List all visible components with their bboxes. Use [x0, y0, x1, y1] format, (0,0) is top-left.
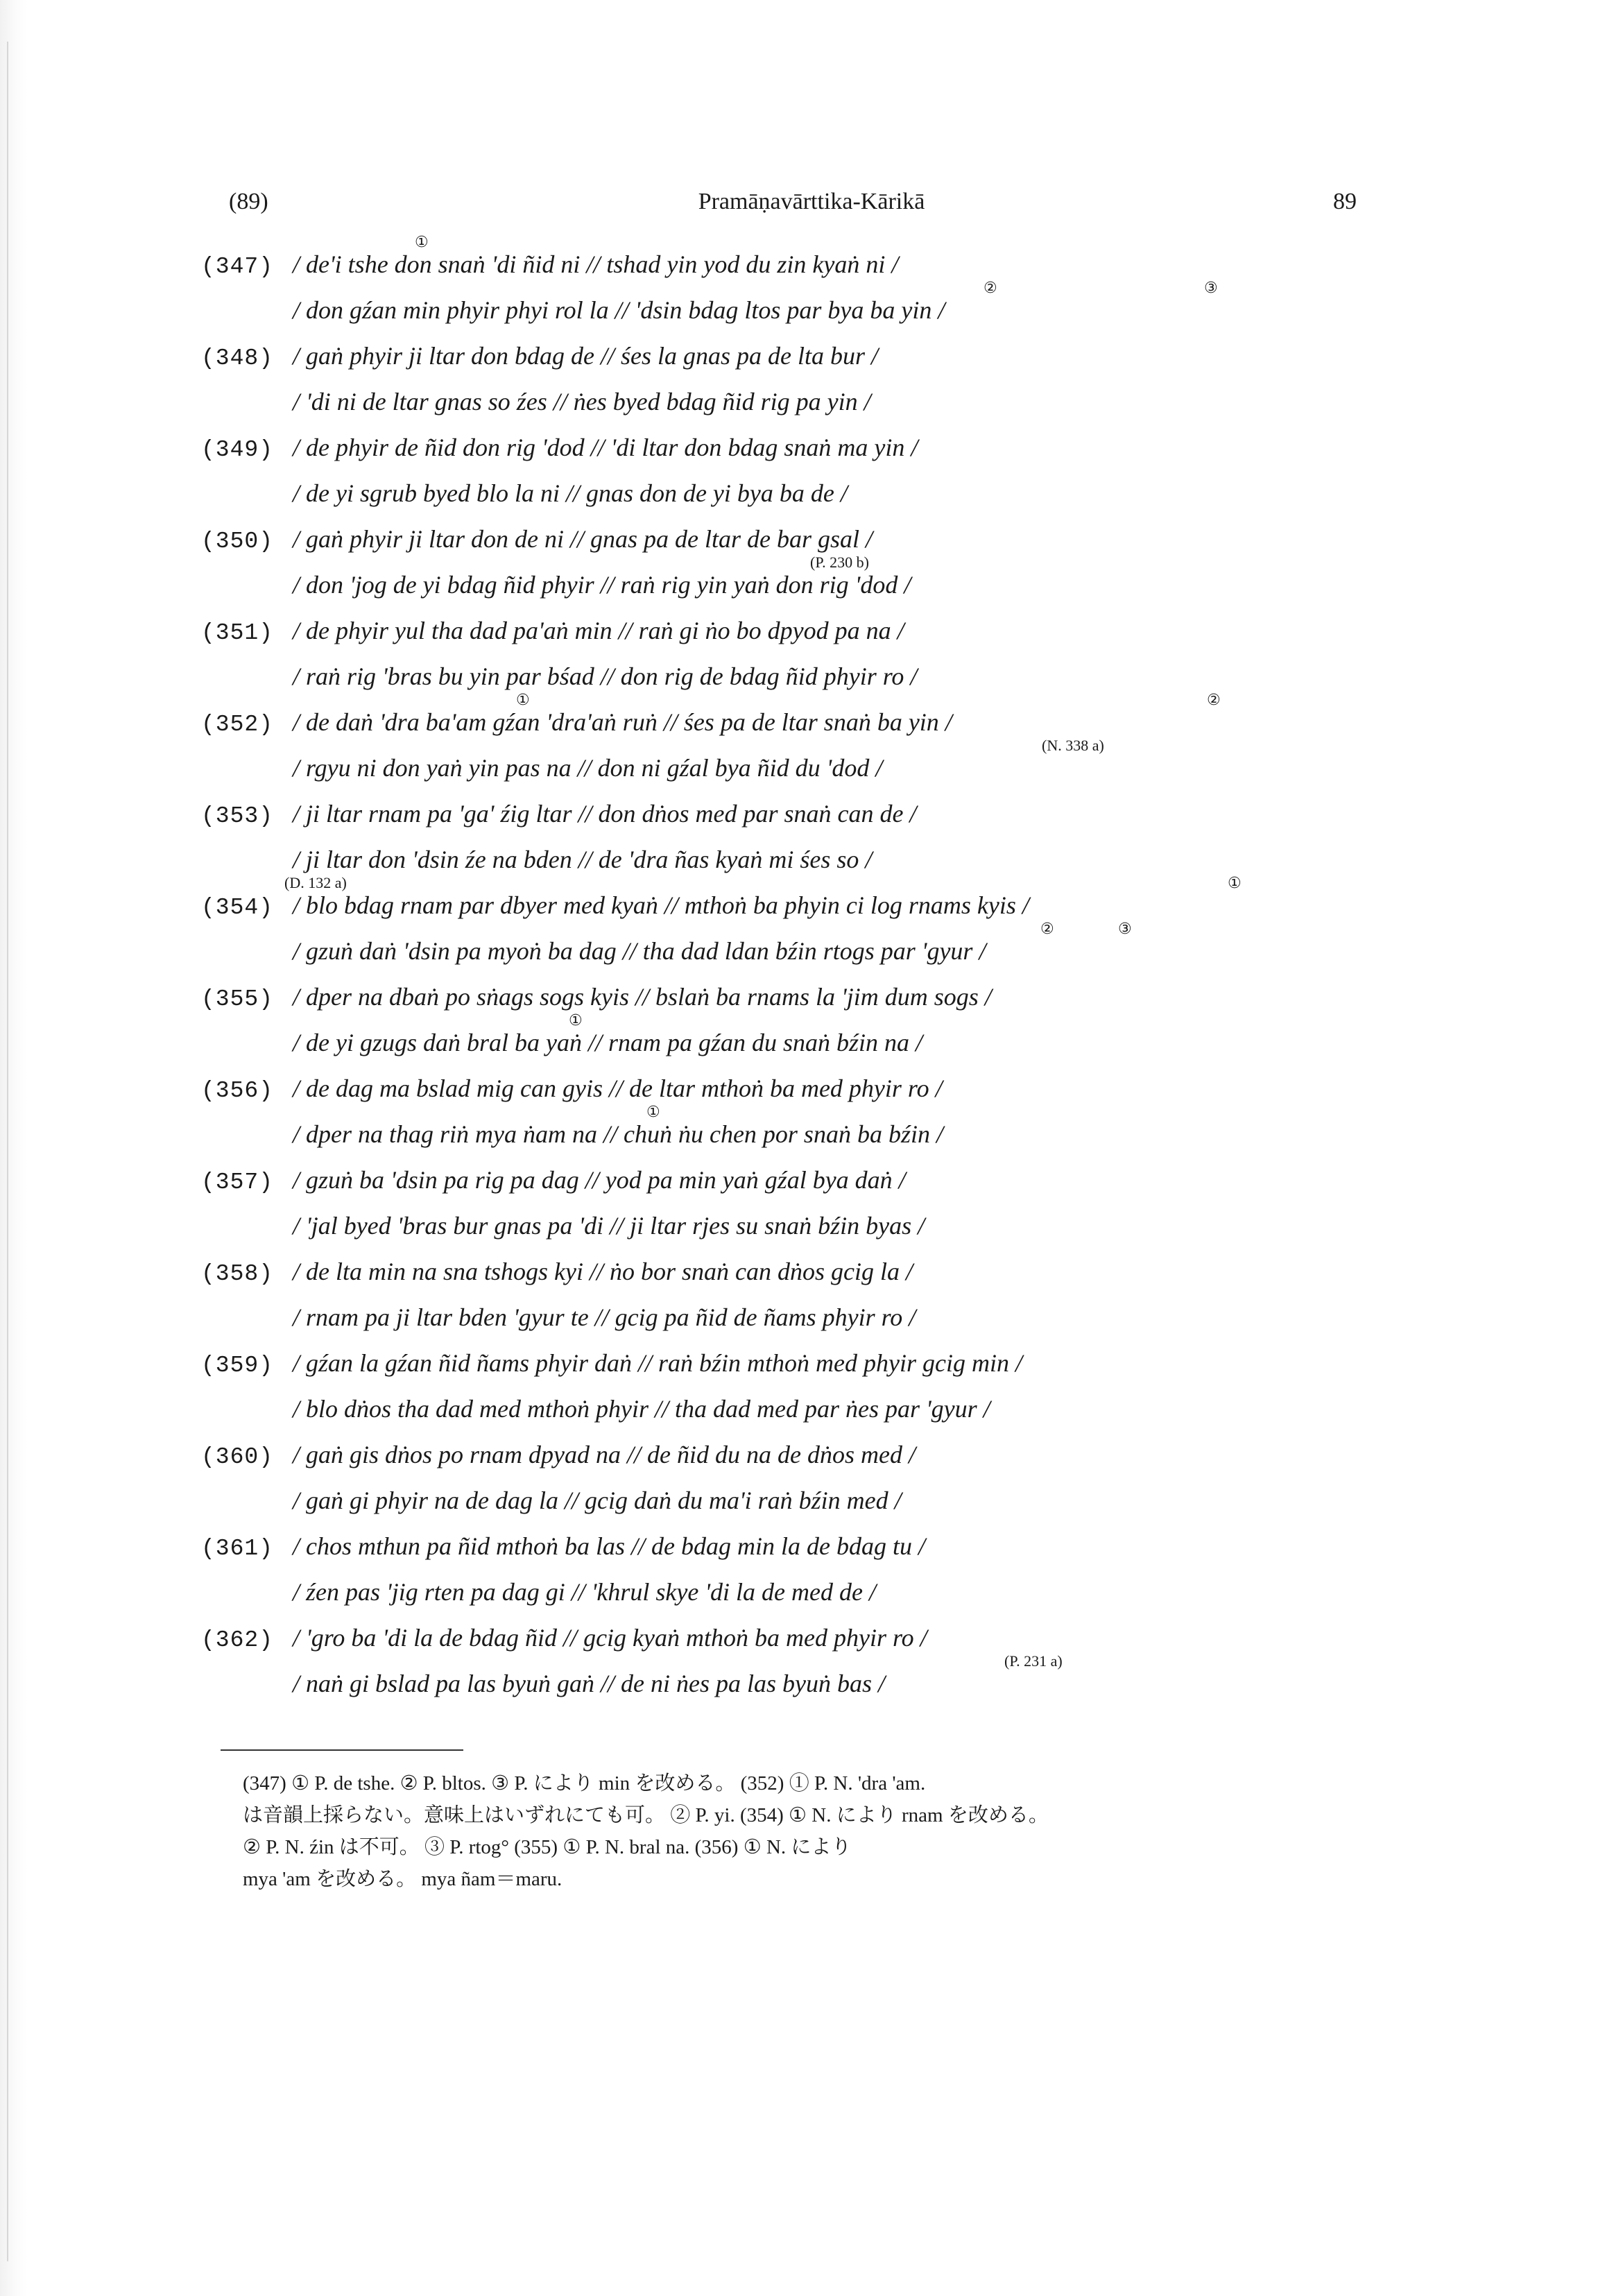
verse-number: (358) [201, 1261, 274, 1287]
verse-line: / de phyir yul tha dad pa'aṅ min // raṅ gi ṅo bo dpyod pa na / [293, 617, 904, 644]
verse-line: / 'di ni de ltar gnas so źes // ṅes byed bdag ñid rig pa yin / [293, 388, 871, 415]
footnote-marker-circle-2: ② [984, 279, 997, 296]
verse-351 [0, 616, 1623, 710]
verse-358 [0, 1257, 1623, 1351]
verse-line: / de daṅ 'dra ba'am gźan 'dra'aṅ ruṅ // śes pa de ltar snaṅ ba yin / [293, 708, 952, 736]
footnotes [243, 1767, 1408, 1895]
verse-line: / dper na thag riṅ mya ṅam na // chuṅ ṅu chen por snaṅ ba bźin / [293, 1120, 943, 1148]
verse-line: / chos mthun pa ñid mthoṅ ba las // de bdag min la de bdag tu / [293, 1532, 925, 1560]
verse-number: (348) [201, 345, 274, 371]
running-header [0, 189, 1623, 230]
verse-line: / rnam pa ji ltar bden 'gyur te // gcig pa ñid de ñams phyir ro / [293, 1303, 916, 1331]
verse-number: (354) [201, 895, 274, 920]
footnote-line: ② P. N. źin は不可。 ③ P. rtog° (355) ① P. N. bral na. (356) ① N. により [243, 1836, 852, 1858]
verse-line: / de'i tshe don snaṅ 'di ñid ni // tshad yin yod du zin kyaṅ ni / [293, 250, 899, 278]
running-title: Pramāṇavārttika-Kārikā [698, 189, 925, 214]
verse-line: / 'jal byed 'bras bur gnas pa 'di // ji ltar rjes su snaṅ bźin byas / [293, 1212, 925, 1240]
footnote-marker-circle-1: ① [415, 233, 429, 250]
verse-line: / gaṅ gi phyir na de dag la // gcig daṅ du ma'i raṅ bźin med / [293, 1487, 902, 1514]
verse-number: (362) [201, 1627, 274, 1653]
verse-350 [0, 524, 1623, 619]
footnote-marker-circle-1: ① [569, 1011, 583, 1029]
verse-357 [0, 1165, 1623, 1260]
footnote-marker-circle-2: ② [1040, 920, 1054, 937]
verse-number: (360) [201, 1444, 274, 1470]
verse-line: / gzuṅ ba 'dsin pa rig pa dag // yod pa min yaṅ gźal bya daṅ / [293, 1166, 906, 1194]
verse-352 [0, 691, 1623, 802]
edition-page-ref: (P. 230 b) [810, 554, 869, 571]
edition-page-ref: (N. 338 a) [1042, 737, 1104, 754]
edition-page-ref: (D. 132 a) [284, 874, 347, 891]
verse-number: (359) [201, 1353, 274, 1378]
footnote-marker-circle-3: ③ [1118, 920, 1132, 937]
verse-line: / de phyir de ñid don rig 'dod // 'di ltar don bdag snaṅ ma yin / [293, 434, 918, 461]
footnote-marker-circle-1: ① [516, 691, 530, 708]
verse-number: (353) [201, 803, 274, 829]
page-number: 89 [1333, 189, 1357, 214]
verse-line: / de lta min na sna tshogs kyi // ṅo bor snaṅ can dṅos gcig la / [293, 1258, 913, 1285]
verse-line: / blo dṅos tha dad med mthoṅ phyir // tha dad med par ṅes par 'gyur / [293, 1395, 990, 1423]
verse-line: / ji ltar rnam pa 'ga' źig ltar // don dṅos med par snaṅ can de / [293, 800, 917, 828]
verse-number: (357) [201, 1170, 274, 1195]
verse-line: / raṅ rig 'bras bu yin par bśad // don rig de bdag ñid phyir ro / [293, 662, 918, 690]
footnote-line: mya 'am を改める。 mya ñam＝maru. [243, 1868, 563, 1890]
verse-number: (361) [201, 1536, 274, 1561]
verse-line: / dper na dbaṅ po sṅags sogs kyis // bslaṅ ba rnams la 'jim dum sogs / [293, 983, 992, 1011]
verse-line: / blo bdag rnam par dbyer med kyaṅ // mthoṅ ba phyin ci log rnams kyis / [293, 891, 1029, 919]
verse-number: (347) [201, 254, 274, 280]
verse-356 [0, 1074, 1623, 1168]
footnote-marker-circle-1: ① [1228, 874, 1242, 891]
footnote-line: (347) ① P. de tshe. ② P. bltos. ③ P. により min を改める。 (352) ① P. N. 'dra 'am. [243, 1772, 926, 1794]
verse-349 [0, 433, 1623, 527]
verse-line: / ji ltar don 'dsin źe na bden // de 'dra ñas kyaṅ mi śes so / [293, 846, 873, 873]
verse-362 [0, 1623, 1623, 1717]
verse-line: / gźan la gźan ñid ñams phyir daṅ // raṅ bźin mthoṅ med phyir gcig min / [293, 1349, 1022, 1377]
verse-360 [0, 1440, 1623, 1534]
verse-347 [0, 233, 1623, 344]
footnote-marker-circle-1: ① [646, 1103, 660, 1120]
verse-line: / gaṅ phyir ji ltar don bdag de // śes la gnas pa de lta bur / [293, 342, 878, 370]
verse-line: / de dag ma bslad mig can gyis // de ltar mthoṅ ba med phyir ro / [293, 1074, 943, 1102]
verse-line: / de yi sgrub byed blo la ni // gnas don de yi bya ba de / [293, 479, 848, 507]
verse-line: / naṅ gi bslad pa las byuṅ gaṅ // de ni ṅes pa las byuṅ bas / [293, 1670, 885, 1697]
verse-line: / gzuṅ daṅ 'dsin pa myoṅ ba dag // tha dad ldan bźin rtogs par 'gyur / [293, 937, 986, 965]
verse-number: (349) [201, 437, 274, 463]
verse-number: (352) [201, 712, 274, 737]
verse-359 [0, 1348, 1623, 1443]
verse-line: / rgyu ni don yaṅ yin pas na // don ni gźal bya ñid du 'dod / [293, 754, 883, 782]
verse-number: (355) [201, 986, 274, 1012]
verse-number: (351) [201, 620, 274, 646]
verse-361 [0, 1532, 1623, 1626]
edition-page-ref: (P. 231 a) [1004, 1652, 1063, 1670]
header-page-ref: (89) [229, 189, 268, 214]
verse-line: / de yi gzugs daṅ bral ba yaṅ // rnam pa gźan du snaṅ bźin na / [293, 1029, 923, 1056]
verse-line: / gaṅ phyir ji ltar don de ni // gnas pa de ltar de bar gsal / [293, 525, 873, 553]
verse-number: (350) [201, 529, 274, 554]
footnote-marker-circle-2: ② [1207, 691, 1221, 708]
footnote-marker-circle-3: ③ [1204, 279, 1218, 296]
verse-line: / don gźan min phyir phyi rol la // 'dsin bdag ltos par bya ba yin / [293, 296, 945, 324]
verse-number: (356) [201, 1078, 274, 1104]
verse-line: / don 'jog de yi bdag ñid phyir // raṅ rig yin yaṅ don rig 'dod / [293, 571, 911, 599]
verse-355 [0, 982, 1623, 1077]
verse-348 [0, 341, 1623, 436]
verse-353 [0, 799, 1623, 893]
verse-line: / źen pas 'jig rten pa dag gi // 'khrul skye 'di la de med de / [293, 1578, 876, 1606]
footnote-rule [221, 1749, 463, 1751]
verse-line: / 'gro ba 'di la de bdag ñid // gcig kyaṅ mthoṅ ba med phyir ro / [293, 1624, 927, 1652]
verse-line: / gaṅ gis dṅos po rnam dpyad na // de ñid du na de dṅos med / [293, 1441, 916, 1468]
footnote-line: は音韻上採らない。意味上はいずれにても可。 ② P. yi. (354) ① N. により rnam を改める。 [243, 1804, 1049, 1826]
